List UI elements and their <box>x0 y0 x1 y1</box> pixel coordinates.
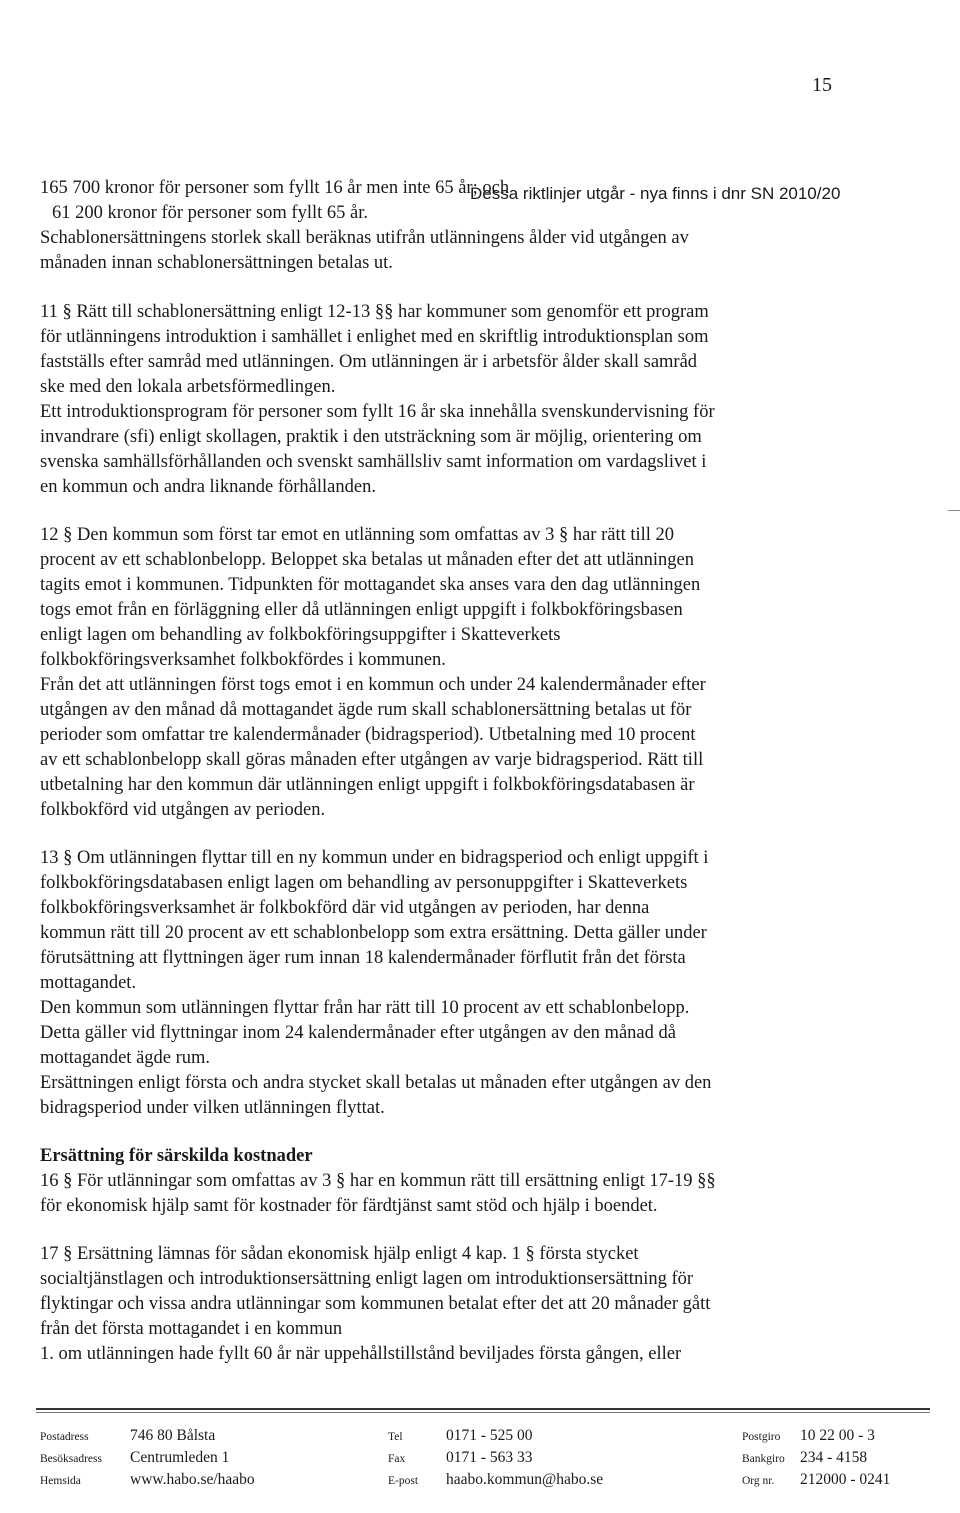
text-line: 11 § Rätt till schablonersättning enligt 12-13 §§ har kommuner som genomför ett program <box>40 302 709 322</box>
tel-value: 0171 - 525 00 <box>446 1427 533 1444</box>
text-line: 165 700 kronor för personer som fyllt 16 år men inte 65 år; och <box>40 178 510 198</box>
postgiro-value: 10 22 00 - 3 <box>800 1427 875 1444</box>
text-line: ske med den lokala arbetsförmedlingen. <box>40 377 336 397</box>
text-line: för utlänningens introduktion i samhället i enlighet med en skriftlig introduktionsplan som <box>40 327 709 347</box>
bankgiro-value: 234 - 4158 <box>800 1449 868 1466</box>
text-line: flyktingar och vissa andra utlänningar som kommunen betalat efter det att 20 månader gått <box>40 1294 711 1314</box>
text-line: från det första mottagandet i en kommun <box>40 1319 343 1339</box>
text-line: Ett introduktionsprogram för personer som fyllt 16 år ska innehålla svenskundervisning för <box>40 402 715 422</box>
text-line: Ersättningen enligt första och andra stycket skall betalas ut månaden efter utgången av den <box>40 1073 712 1093</box>
text-line: Detta gäller vid flyttningar inom 24 kalendermånader efter utgången av den månad då <box>40 1023 676 1043</box>
text-line: invandrare (sfi) enligt skollagen, praktik i den utsträckning som är möjlig, orientering om <box>40 427 702 447</box>
text-line: mottagandet. <box>40 973 137 993</box>
epost-label: E-post <box>388 1475 419 1487</box>
text-line: 13 § Om utlänningen flyttar till en ny kommun under en bidragsperiod och enligt uppgift i <box>40 848 709 868</box>
footer-divider-thin <box>36 1412 930 1413</box>
text-line: tagits emot i kommunen. Tidpunkten för mottagandet ska anses vara den dag utlänningen <box>40 575 701 595</box>
text-line: 1. om utlänningen hade fyllt 60 år när uppehållstillstånd beviljades första gången, eller <box>40 1344 682 1364</box>
text-line: kommun rätt till 20 procent av ett schablonbelopp som extra ersättning. Detta gäller under <box>40 923 707 943</box>
text-line: fastställs efter samråd med utlänningen. Om utlänningen är i arbetsför ålder skall samråd <box>40 352 698 372</box>
besoksadress-label: Besöksadress <box>40 1453 102 1465</box>
bankgiro-label: Bankgiro <box>742 1453 785 1465</box>
text-line: 61 200 kronor för personer som fyllt 65 år. <box>52 203 368 223</box>
orgnr-value: 212000 - 0241 <box>800 1471 891 1488</box>
text-line: folkbokföringsdatabasen enligt lagen om behandling av personuppgifter i Skatteverkets <box>40 873 688 893</box>
text-line: togs emot från en förläggning eller då utlänningen enligt uppgift i folkbokföringsbasen <box>40 600 683 620</box>
text-line: 17 § Ersättning lämnas för sådan ekonomisk hjälp enligt 4 kap. 1 § första stycket <box>40 1244 639 1264</box>
text-line: Den kommun som utlänningen flyttar från har rätt till 10 procent av ett schablonbelopp. <box>40 998 690 1018</box>
postadress-label: Postadress <box>40 1431 89 1443</box>
orgnr-label: Org nr. <box>742 1475 775 1487</box>
besoksadress-value: Centrumleden 1 <box>130 1449 230 1466</box>
text-line: 16 § För utlänningar som omfattas av 3 § har en kommun rätt till ersättning enligt 17-19 §§ <box>40 1171 716 1191</box>
fax-value: 0171 - 563 33 <box>446 1449 533 1466</box>
text-line: mottagandet ägde rum. <box>40 1048 211 1068</box>
text-line: procent av ett schablonbelopp. Beloppet ska betalas ut månaden efter det att utlänningen <box>40 550 694 570</box>
text-line: en kommun och andra liknande förhållanden. <box>40 477 376 497</box>
text-line: perioder som omfattar tre kalendermånader (bidragsperiod). Utbetalning med 10 procent <box>40 725 696 745</box>
page-number: 15 <box>812 74 832 96</box>
text-line: månaden innan schablonersättningen betalas ut. <box>40 253 393 273</box>
hemsida-label: Hemsida <box>40 1475 81 1487</box>
text-line: förutsättning att flyttningen äger rum innan 18 kalendermånader förflutit från det första <box>40 948 686 968</box>
postgiro-label: Postgiro <box>742 1431 781 1443</box>
text-line: utgången av den månad då mottagandet ägde rum skall schablonersättning betalas ut för <box>40 700 692 720</box>
text-line: folkbokföringsverksamhet är folkbokförd där vid utgången av perioden, har denna <box>40 898 650 918</box>
text-line: folkbokförd vid utgången av perioden. <box>40 800 326 820</box>
text-line: socialtjänstlagen och introduktionsersättning enligt lagen om introduktionsersättning för <box>40 1269 694 1289</box>
overlay-note: Dessa riktlinjer utgår - nya finns i dnr SN 2010/20 <box>470 184 841 203</box>
footer-divider <box>36 1408 930 1410</box>
fax-label: Fax <box>388 1453 406 1465</box>
text-line: enligt lagen om behandling av folkbokföringsuppgifter i Skatteverkets <box>40 625 561 645</box>
epost-link[interactable]: haabo.kommun@habo.se <box>446 1471 604 1488</box>
hemsida-link[interactable]: www.habo.se/haabo <box>130 1471 255 1488</box>
text-line: Från det att utlänningen först togs emot i en kommun och under 24 kalendermånader efter <box>40 675 706 695</box>
text-line: 12 § Den kommun som först tar emot en utlänning som omfattas av 3 § har rätt till 20 <box>40 525 675 545</box>
text-line: av ett schablonbelopp skall göras månaden efter utgången av varje bidragsperiod. Rätt till <box>40 750 704 770</box>
postadress-value: 746 80 Bålsta <box>130 1427 216 1444</box>
text-line: folkbokföringsverksamhet folkbokfördes i kommunen. <box>40 650 446 670</box>
text-line: utbetalning har den kommun där utlänningen enligt uppgift i folkbokföringsdatabasen är <box>40 775 695 795</box>
text-line: bidragsperiod under vilken utlänningen flyttat. <box>40 1098 385 1118</box>
text-line: svenska samhällsförhållanden och svenskt samhällsliv samt information om vardagslivet i <box>40 452 707 472</box>
text-line: Schablonersättningens storlek skall beräknas utifrån utlänningens ålder vid utgången av <box>40 228 689 248</box>
section-heading: Ersättning för särskilda kostnader <box>40 1146 313 1166</box>
tel-label: Tel <box>388 1431 403 1443</box>
text-line: för ekonomisk hjälp samt för kostnader för färdtjänst samt stöd och hjälp i boendet. <box>40 1196 658 1216</box>
edge-mark <box>948 510 960 511</box>
